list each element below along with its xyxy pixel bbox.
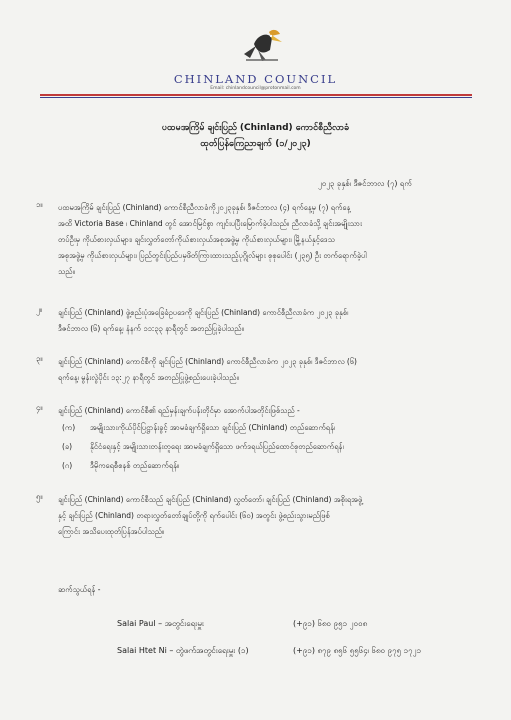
contact-label: ဆက်သွယ်ရန် -: [58, 585, 101, 594]
paragraph-line: ရက်နေ့၊ မွန်းလွဲပိုင်း ၁၃:၂၇ နာရီတွင် အတည်ပြုဖွဲ့စည်းပေးခဲ့ပါသည်။: [58, 373, 239, 382]
list-item-text: အမျိုးသားကိုယ်ပိုင်ပြဋ္ဌာန်းခွင့် အာမခံချက်ရှိသော ချင်းပြည် (Chinland) တည်ဆောက်ရန်၊: [90, 423, 336, 432]
org-name: CHINLAND COUNCIL: [173, 72, 338, 86]
document-title: ပထမအကြိမ် ချင်းပြည် (Chinland) ကောင်စီညီလာခံ: [161, 123, 350, 133]
paragraph-number: ၄။: [36, 403, 43, 412]
document-subtitle: ထုတ်ပြန်ကြေညာချက် (၁/၂၀၂၃): [200, 139, 311, 149]
paragraph-number: ၃။: [36, 354, 43, 363]
paragraph-3: [58, 354, 458, 386]
contact-phone: (+၉၁) ၈၇၉ ၈၅၆ ၅၅၆၄၊ ၆၈၀ ၉၇၅ ၁၇၂၁: [293, 646, 422, 655]
list-item-label: (ဂ): [62, 461, 73, 470]
paragraph-4: [58, 403, 458, 419]
paragraph-line: အစုအဖွဲ့မှ ကိုယ်စားလှယ်များ၊ ပြည်တွင်းပြည်ပမှဖိတ်ကြားထားသည့်ပုဂ္ဂိုလ်များ စုစုပေါင်း (၂၃၅) ဦး တက်ရောက်ခဲ့ပါ: [58, 251, 367, 260]
paragraph-number: ၅။: [36, 492, 43, 501]
paragraph-line: ချင်းပြည် (Chinland) ကောင်စီကို ချင်းပြည် (Chinland) ကောင်စီညီလာခံက ၂၀၂၃ ခုနှစ်၊ ဒီဇင်ဘာလ (၆): [58, 357, 357, 366]
paragraph-number: ၁။: [36, 200, 43, 209]
contact-name: Salai Paul – အတွင်းရေးမှူး: [117, 619, 204, 628]
org-email: Email: chinlandcouncil@protonmail.com: [210, 86, 301, 91]
contact-phone: (+၉၁) ၆၈၀ ၉၅၁ ၂၀၀၈: [293, 619, 368, 628]
paragraph-2: [58, 305, 458, 337]
list-item-label: (ခ): [62, 442, 73, 451]
document-date: ၂၀၂၃ ခုနှစ်၊ ဒီဇင်ဘာလ (၇) ရက်: [318, 179, 413, 188]
paragraph-line: ဒီဇင်ဘာလ (၆) ရက်နေ့၊ နံနက် ၁၁:၃၃ နာရီတွင် အတည်ပြုခဲ့ပါသည်။: [58, 324, 244, 333]
paragraph-line: အထိ Victoria Base ၊ Chinland တွင် အောင်မြင်စွာ ကျင်းပပြီးမြောက်ခဲ့ပါသည်။ ညီလာခံသို့ ချင်းအမျိုးသား: [58, 219, 362, 228]
list-item-text: ဒီမိုကရေစီစနစ် တည်ဆောက်ရန်။: [90, 461, 180, 470]
header-rule-red: [40, 94, 472, 96]
paragraph-line: ကြောင်း အသိပေးထုတ်ပြန်အပ်ပါသည်။: [58, 527, 165, 536]
paragraph-5: [58, 492, 458, 540]
paragraph-line: တပ်ဦးမှ ကိုယ်စားလှယ်များ၊ ချင်းလွှတ်တော်ကိုယ်စားလှယ်အစုအဖွဲ့မှ ကိုယ်စားလှယ်များ၊ မြို့နယ်နှင့်ဒေသ: [58, 235, 335, 244]
paragraph-line: ချင်းပြည် (Chinland) ကောင်စီ၏ ရည်မှန်းချက်ပန်းတိုင်မှာ အောက်ပါအတိုင်းဖြစ်သည် -: [58, 406, 300, 415]
hornbill-logo-icon: [240, 24, 284, 68]
paragraph-line: ပထမအကြိမ် ချင်းပြည် (Chinland) ကောင်စီညီလာခံကို၂၀၂၃ခုနှစ်၊ ဒီဇင်ဘာလ (၄) ရက်နေ့မှ (၇) ရက်နေ့: [58, 203, 351, 212]
contact-name: Salai Htet Ni – တွဲဖက်အတွင်းရေးမှူး (၁): [117, 646, 249, 655]
paragraph-line: နှင့် ချင်းပြည် (Chinland) တရားလွှတ်တော်ချုပ်တို့ကို ရက်ပေါင်း (၆၀) အတွင်း ဖွဲ့စည်းသွားမည်ဖြစ်: [58, 511, 330, 520]
paragraph-line: ချင်းပြည် (Chinland) ဖွဲ့စည်းပုံအခြေခံဥပဒေကို ချင်းပြည် (Chinland) ကောင်စီညီလာခံက ၂၀၂၃ ခုနှစ်၊: [58, 308, 349, 317]
paragraph-1: [58, 200, 458, 280]
list-item-label: (က): [62, 423, 76, 432]
paragraph-line: ချင်းပြည် (Chinland) ကောင်စီသည် ချင်းပြည် (Chinland) လွှတ်တော်၊ ချင်းပြည် (Chinland) အစိုးရအဖွဲ့: [58, 495, 363, 504]
paragraph-number: ၂။: [36, 305, 42, 314]
header-rule-blue: [40, 97, 472, 98]
list-item-text: နိုင်ငံရေးနှင့် အမျိုးသားတန်းတူရေး အာမခံချက်ရှိသော ဖက်ဒရယ်ပြည်ထောင်စုတည်ဆောက်ရန်၊: [90, 442, 344, 451]
paragraph-line: သည်။: [58, 267, 75, 276]
